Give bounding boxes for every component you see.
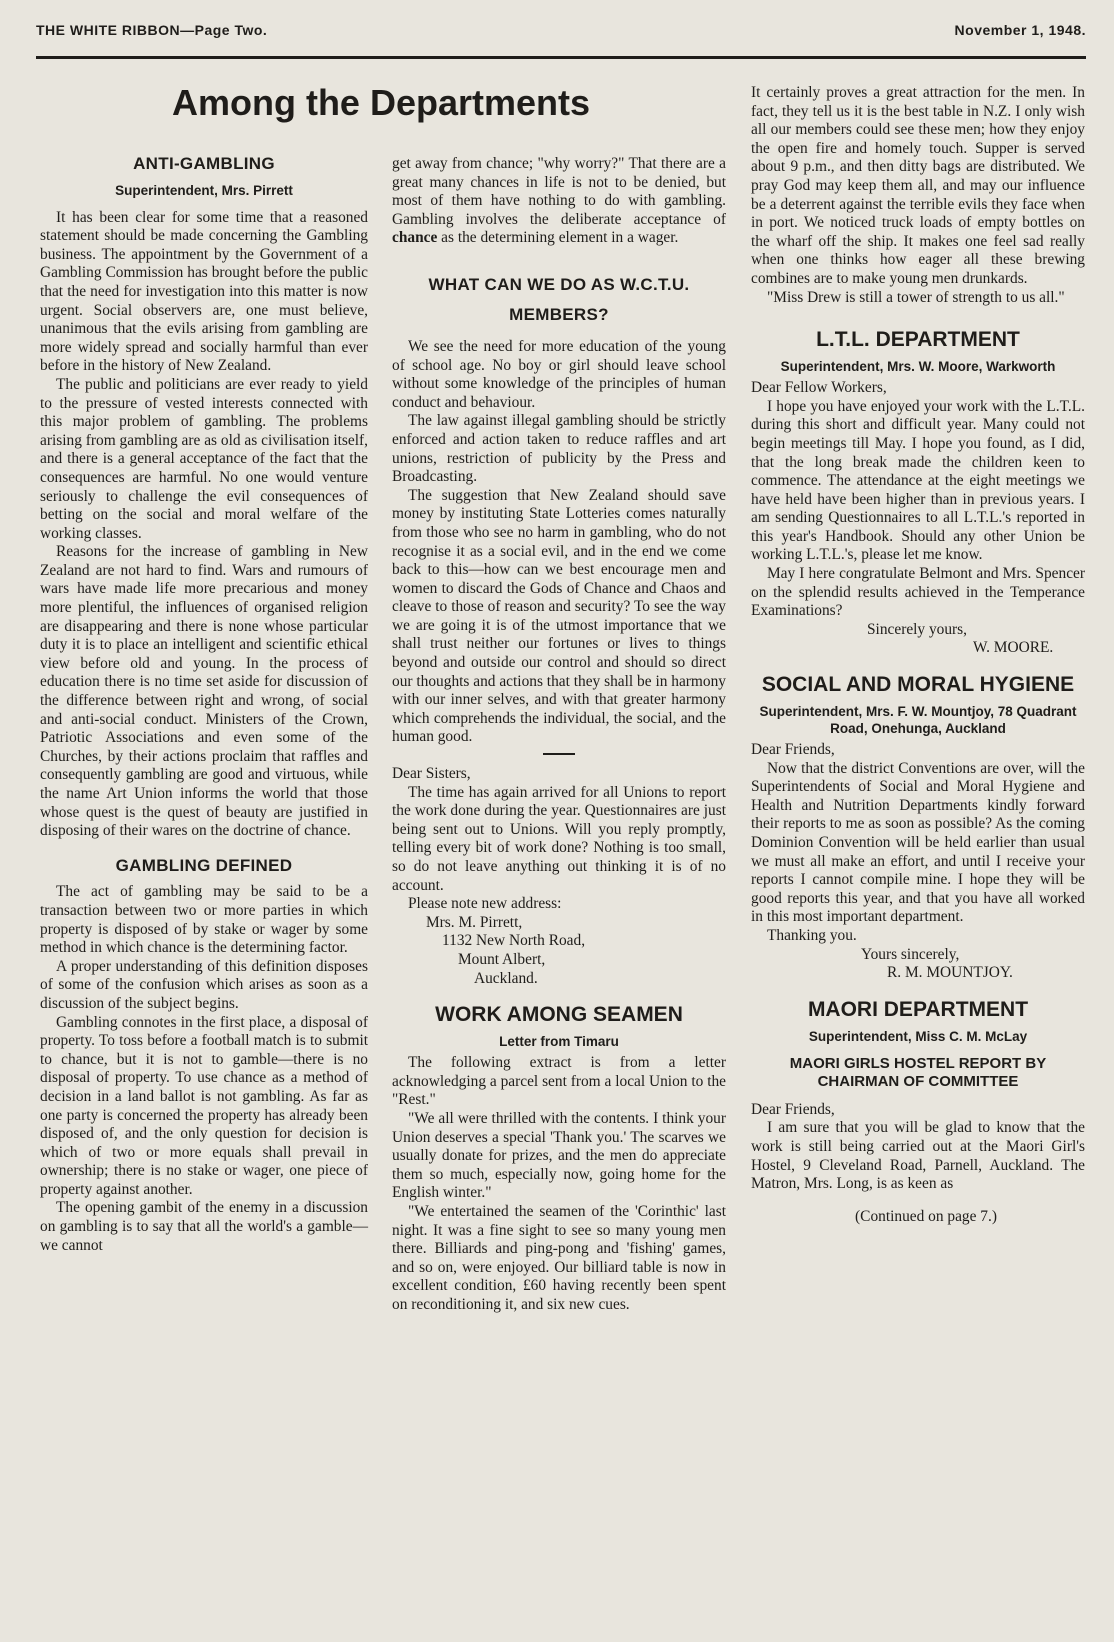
hygiene-superintendent: Superintendent, Mrs. F. W. Mountjoy, 78 Quadrant Road, Onehunga, Auckland bbox=[759, 704, 1077, 737]
paragraph: It certainly proves a great attraction for the men. In fact, they tell us it is the best table in N.Z. I only wish all our members could see these men; how they enjoy the open fire and homely touch. Supper is served about 9 p.m., and then ditty bags are distributed. We pray God may keep them all, and may our influence be a deterrent against the terrible evils they face when in port. We noticed truck loads of empty bottles on the wharf off the ship. It makes one feel sad really when one thinks how eager all these brewing combines are to make young men drunkards. bbox=[751, 84, 1085, 287]
address-line: Mrs. M. Pirrett, bbox=[426, 913, 523, 931]
publication-title: THE WHITE RIBBON—Page Two. bbox=[36, 22, 268, 38]
ltl-heading: L.T.L. DEPARTMENT bbox=[816, 328, 1020, 352]
signature: W. MOORE. bbox=[973, 639, 1054, 657]
paragraph: It has been clear for some time that a reasoned statement should be made concerning the Gambling business. The appointment by the Government of a Gambling Commission has brought before the public that the need for investigation into this matter is now urgent. Social observers are, one must believe, unanimous that the evils arising from gambling are more widely spread and socially harmful than ever before in the history of New Zealand. bbox=[40, 208, 368, 375]
salutation: Dear Friends, bbox=[751, 1100, 835, 1118]
hostel-report-heading: MAORI GIRLS HOSTEL REPORT BY CHAIRMAN OF COMMITTEE bbox=[789, 1054, 1047, 1090]
column-3 bbox=[751, 84, 1085, 1226]
paragraph: A proper understanding of this definition disposes of some of the confusion which arises as soon as a discussion of the subject begins. bbox=[40, 957, 368, 1012]
continued-note: (Continued on page 7.) bbox=[855, 1207, 997, 1225]
paragraph: The opening gambit of the enemy in a discussion on gambling is to say that all the world's a gamble—we cannot bbox=[40, 1199, 368, 1254]
paragraph: "We entertained the seamen of the 'Corinthic' last night. It was a fine sight to see so many young men there. Billiards and ping-pong and 'fishing' games, and so on, were enjoyed. Our billiard table is now in excellent condition, £60 having recently been spent on reconditioning it, and six new cues. bbox=[392, 1202, 726, 1313]
closing: Sincerely yours, bbox=[867, 620, 968, 638]
hygiene-heading: SOCIAL AND MORAL HYGIENE bbox=[761, 673, 1075, 697]
paragraph: The law against illegal gambling should be strictly enforced and action taken to reduce raffles and art unions, restriction of publicity by the Press and Broadcasting. bbox=[392, 412, 726, 486]
paragraph: The public and politicians are ever ready to yield to the pressure of vested interests connected with this major problem of gambling. The problems arising from gambling are as old as civilisation itself, and there is a general acceptance of the fact that the consequences are harmful. No one would venture seriously to challenge the evil consequences of betting on the social and moral welfare of the working classes. bbox=[40, 375, 368, 542]
paragraph: Now that the district Conventions are over, will the Superintendents of Social and Moral Hygiene and Health and Nutrition Departments kindly forward their reports to me as soon as possible? As the coming Dominion Convention will be held earlier than usual we must all make an effort, and until I receive your reports I cannot compile mine. I hope they will be good reports this year, and that you have all worked in this most important department. bbox=[751, 759, 1085, 926]
maori-superintendent: Superintendent, Miss C. M. McLay bbox=[808, 1028, 1028, 1044]
text-run: get away from chance; "why worry?" That there are a great many chances in life is not to be denied, but most of them have nothing to do with gambling. Gambling involves the deliberate acceptance of bbox=[392, 155, 726, 228]
column-2 bbox=[392, 155, 726, 1314]
ltl-superintendent: Superintendent, Mrs. W. Moore, Warkworth bbox=[780, 359, 1056, 375]
emphasis: chance bbox=[392, 229, 438, 247]
paragraph: I hope you have enjoyed your work with the L.T.L. during this short and difficult year. Many could not begin meetings till May. I hope you found, as I did, that the long break made the children keen to commence. The attendance at the eight meetings we have held have been higher than in previous years. I am sending Questionnaires to all L.T.L.'s reported in this year's Handbook. Should any other Union be working L.T.L.'s, please let me know. bbox=[751, 397, 1085, 564]
paragraph: "We all were thrilled with the contents. I think your Union deserves a special 'Thank you.' The scarves we usually donate for prizes, and the men do appreciate them so much, especially now, going home for the English winter." bbox=[392, 1109, 726, 1202]
address-line: Mount Albert, bbox=[458, 950, 546, 968]
signature: R. M. MOUNTJOY. bbox=[887, 964, 1013, 982]
paragraph: The time has again arrived for all Unions to report the work done during the year. Questionnaires are just being sent out to Unions. Will you reply promptly, telling every bit of work done? Nothing is too small, so do not leave anything out thinking it is of no account. bbox=[392, 783, 726, 894]
paragraph: We see the need for more education of the young of school age. No boy or girl should leave school without some knowledge of the principles of human conduct and behaviour. bbox=[392, 337, 726, 411]
paragraph: May I here congratulate Belmont and Mrs. Spencer on the splendid results achieved in the Temperance Examinations? bbox=[751, 565, 1085, 620]
salutation: Dear Sisters, bbox=[392, 765, 471, 783]
seamen-subheading: Letter from Timaru bbox=[499, 1034, 619, 1050]
anti-gambling-superintendent: Superintendent, Mrs. Pirrett bbox=[115, 182, 293, 198]
paragraph: Please note new address: bbox=[408, 895, 562, 913]
text-run: as the determining element in a wager. bbox=[441, 229, 679, 247]
anti-gambling-heading: ANTI-GAMBLING bbox=[133, 154, 275, 173]
closing: Yours sincerely, bbox=[861, 945, 960, 963]
paragraph: Reasons for the increase of gambling in New Zealand are not hard to find. Wars and rumours of wars have made life more precarious and money more plentiful, the influences of organised religion are disappearing and there is none whose particular duty it is to place an intelligent and scientific ethical view before old and young. In the process of education there is no time set aside for discussion of the difference between right and wrong, of social and anti-social conduct. Ministers of the Crown, Patriotic Associations and even some of the Churches, by their actions proclaim that raffles and consequently gambling are good and virtuous, while the name Art Union informs the world that those whose quest is the quest of beauty are justified in disposing of their wares on the doctrine of chance. bbox=[40, 543, 368, 840]
wctu-heading: WHAT CAN WE DO AS W.C.T.U. MEMBERS? bbox=[428, 274, 690, 324]
paragraph: The following extract is from a letter acknowledging a parcel sent from a local Union to the "Rest." bbox=[392, 1054, 726, 1109]
paragraph: "Miss Drew is still a tower of strength to us all." bbox=[767, 288, 1065, 306]
paragraph: Gambling connotes in the first place, a disposal of property. To toss before a football match is to submit to chance, but it is not to gamble—there is no disposal of property. To use chance as a method of decision in a land ballot is not gambling. As far as one party is concerned the property has already been disposed of, and the only question for decision is which of two or more equals shall prevail in ownership; there is no stake or wager, one piece of property against another. bbox=[40, 1013, 368, 1198]
salutation: Dear Fellow Workers, bbox=[751, 379, 887, 397]
paragraph bbox=[392, 155, 726, 248]
seamen-heading: WORK AMONG SEAMEN bbox=[435, 1003, 683, 1027]
paragraph: The suggestion that New Zealand should save money by instituting State Lotteries comes naturally from those who see no harm in gambling, who do not recognise it as a social evil, and in the end we come back to this—how can we best encourage men and women to discard the Gods of Chance and Chaos and cleave to those of reason and security? To see the way we are going it is of the utmost importance that we shall trust neither our fortunes or lives to things beyond and outside our control and should so direct our thoughts and actions that they shall be in harmony with our inner selves, and with that greater harmony which comprehends the individual, the social, and the human good. bbox=[392, 486, 726, 746]
column-1 bbox=[40, 155, 368, 1255]
issue-date: November 1, 1948. bbox=[954, 22, 1086, 38]
paragraph: I am sure that you will be glad to know that the work is still being carried out at the Maori Girl's Hostel, 9 Cleveland Road, Parnell, Auckland. The Matron, Mrs. Long, is as keen as bbox=[751, 1119, 1085, 1193]
address-line: Auckland. bbox=[474, 969, 538, 987]
page-title: Among the Departments bbox=[171, 82, 591, 123]
paragraph: The act of gambling may be said to be a transaction between two or more parties in which property is disposed of by stake or wager by some method in which chance is the determining factor. bbox=[40, 883, 368, 957]
salutation: Dear Friends, bbox=[751, 741, 835, 759]
address-block bbox=[392, 914, 726, 988]
thanks: Thanking you. bbox=[767, 926, 857, 944]
address-line: 1132 New North Road, bbox=[442, 932, 586, 950]
header-rule bbox=[36, 56, 1086, 59]
gambling-defined-heading: GAMBLING DEFINED bbox=[115, 855, 293, 875]
page-header bbox=[36, 22, 1086, 44]
maori-heading: MAORI DEPARTMENT bbox=[807, 997, 1029, 1021]
section-divider bbox=[543, 753, 575, 755]
